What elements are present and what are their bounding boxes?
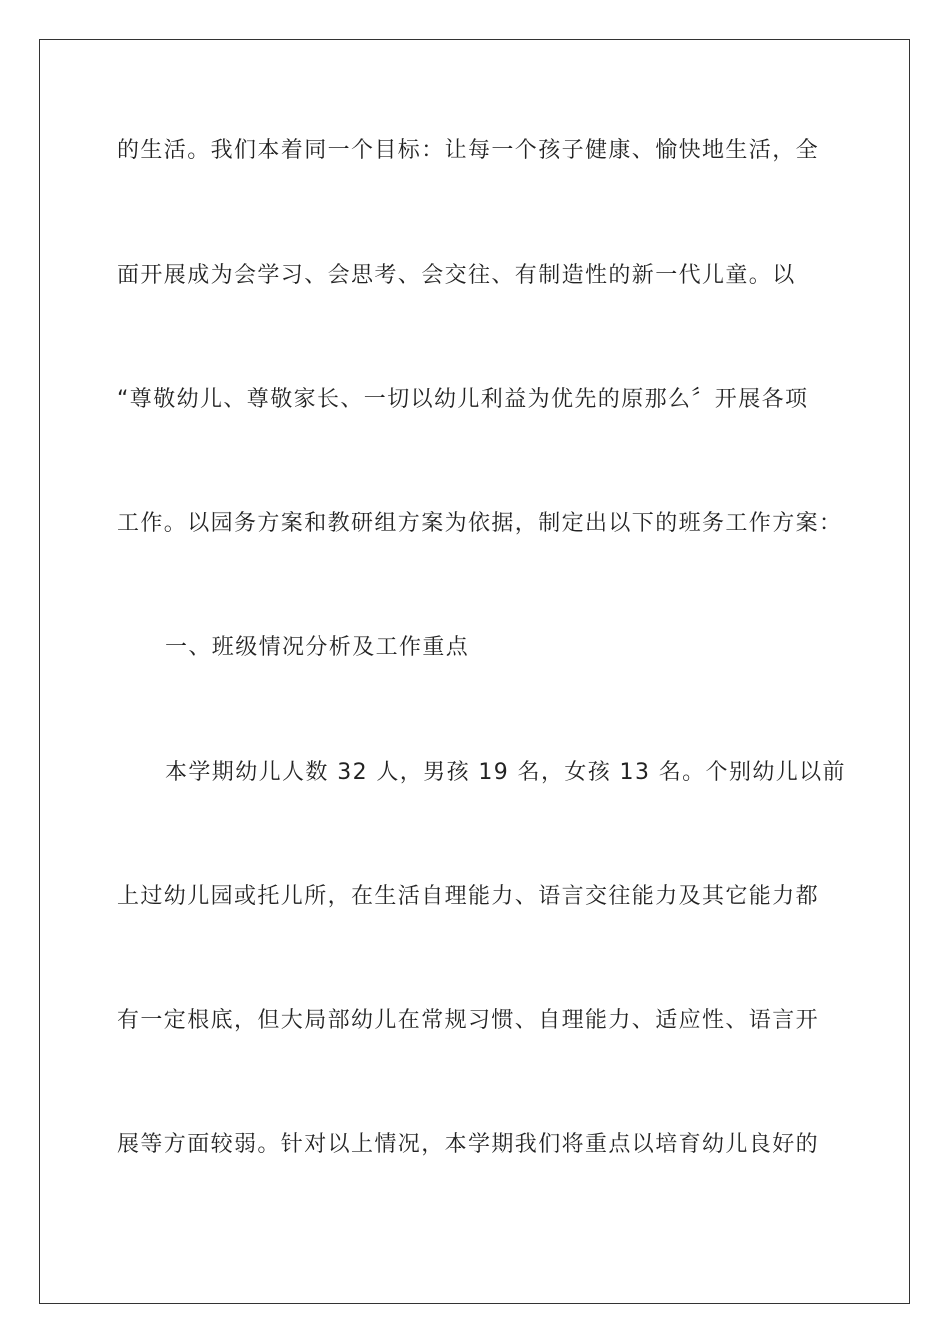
section-heading: 一、班级情况分析及工作重点 (165, 635, 470, 660)
body-text-line: 工作。以园务方案和教研组方案为依据，制定出以下的班务工作方案： (117, 511, 843, 536)
body-text-line: 上过幼儿园或托儿所，在生活自理能力、语言交往能力及其它能力都 (117, 884, 820, 909)
body-text-line: 展等方面较弱。针对以上情况，本学期我们将重点以培育幼儿良好的 (117, 1132, 820, 1157)
body-text-line: 有一定根底，但大局部幼儿在常规习惯、自理能力、适应性、语言开 (117, 1008, 820, 1033)
body-text-line: 面开展成为会学习、会思考、会交往、有制造性的新一代儿童。以 (117, 263, 796, 288)
page-frame (39, 39, 910, 1304)
body-text-line: “尊敬幼儿、尊敬家长、一切以幼儿利益为优先的原那么〞开展各项 (117, 387, 809, 412)
body-text-line: 的生活。我们本着同一个目标：让每一个孩子健康、愉快地生活，全 (117, 138, 820, 163)
body-text-line: 本学期幼儿人数 32 人，男孩 19 名，女孩 13 名。个别幼儿以前 (165, 760, 846, 785)
